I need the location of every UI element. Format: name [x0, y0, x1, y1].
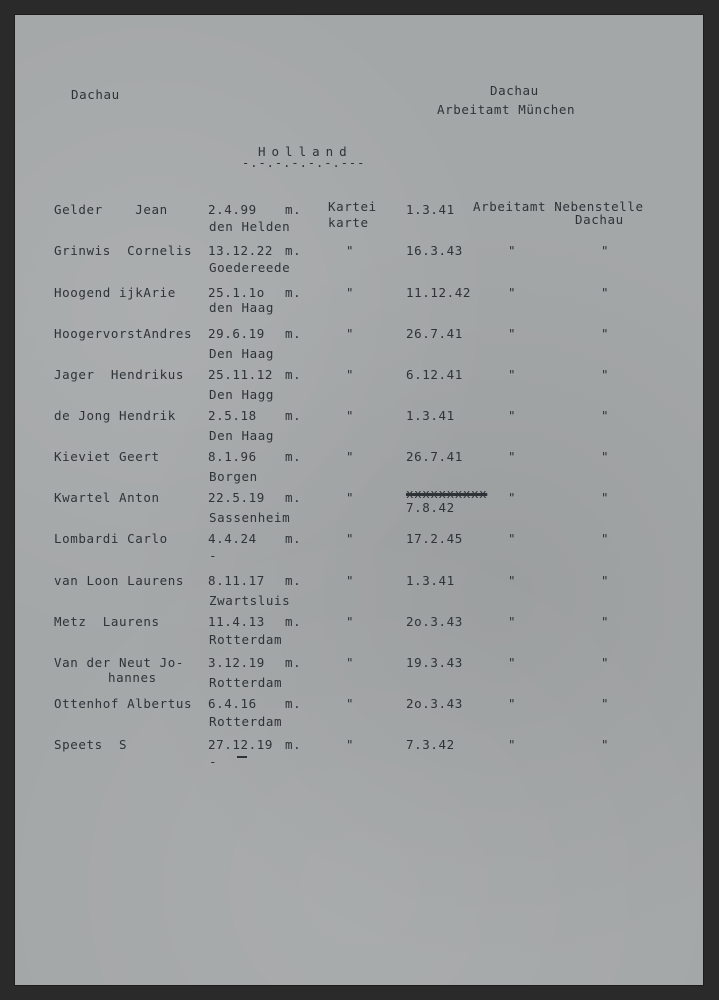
row-office2-ditto: " — [601, 696, 610, 711]
row-office-ditto: " — [508, 449, 517, 464]
row-office-ditto: " — [508, 531, 517, 546]
row-birth-date: 6.4.16 — [208, 696, 257, 711]
row-sex: m. — [285, 737, 302, 752]
row-name: Van der Neut Jo- — [54, 655, 185, 670]
row-office2-ditto: " — [601, 614, 610, 629]
row-sex: m. — [285, 696, 302, 711]
title-underline: -.-.-.-.-.-.--- — [242, 156, 366, 170]
row-name-continued: hannes — [108, 670, 157, 685]
row-birth-date: 27.12.19 — [208, 737, 274, 752]
row-birth-place: Den Hagg — [209, 387, 275, 402]
header-right-location: Dachau — [490, 83, 539, 98]
row-birth-place: den Haag — [209, 300, 275, 315]
row-date: 2o.3.43 — [406, 696, 463, 711]
row-date: 1.3.41 — [406, 408, 455, 423]
row-birth-place: Den Haag — [209, 428, 275, 443]
row-office2-ditto: " — [601, 285, 610, 300]
row-name: Grinwis Cornelis — [54, 243, 193, 258]
row-name: Lombardi Carlo — [54, 531, 168, 546]
row-date: 1.3.41 — [406, 573, 455, 588]
row-name: Kwartel Anton — [54, 490, 160, 505]
row-birth-place: Rotterdam — [209, 675, 283, 690]
row-kartei-ditto: " — [346, 696, 355, 711]
document-page — [14, 14, 704, 986]
row-office-ditto: " — [508, 408, 517, 423]
row-birth-place: Borgen — [209, 469, 258, 484]
row-sex: m. — [285, 573, 302, 588]
row-birth-date: 29.6.19 — [208, 326, 265, 341]
row-sex: m. — [285, 243, 302, 258]
row-birth-date: 25.1.1o — [208, 285, 265, 300]
row-birth-place: Den Haag — [209, 346, 275, 361]
column-header-karte: karte — [328, 215, 369, 230]
row-birth-date: 11.4.13 — [208, 614, 265, 629]
row-sex: m. — [285, 490, 302, 505]
row-office2-ditto: " — [601, 326, 610, 341]
row-birth-place: - — [209, 754, 218, 769]
row-name: van Loon Laurens — [54, 573, 185, 588]
row-birth-place: Zwartsluis — [209, 593, 291, 608]
row-kartei-ditto: " — [346, 367, 355, 382]
row-kartei-ditto: " — [346, 449, 355, 464]
row-office-ditto: " — [508, 326, 517, 341]
row-kartei-ditto: " — [346, 531, 355, 546]
column-header-office-place: Dachau — [575, 212, 624, 227]
row-sex: m. — [285, 531, 302, 546]
row-name: Hoogend ijkArie — [54, 285, 176, 300]
row-name: de Jong Hendrik — [54, 408, 176, 423]
row-birth-date: 25.11.12 — [208, 367, 274, 382]
row-sex: m. — [285, 367, 302, 382]
row-birth-date: 13.12.22 — [208, 243, 274, 258]
row-date: 11.12.42 — [406, 285, 472, 300]
row-office-ditto: " — [508, 614, 517, 629]
row-date: 7.8.42 — [406, 500, 455, 515]
row-birth-date: 8.11.17 — [208, 573, 265, 588]
row-office2-ditto: " — [601, 243, 610, 258]
row-name: Ottenhof Albertus — [54, 696, 193, 711]
row-sex: m. — [285, 408, 302, 423]
row-date: 19.3.43 — [406, 655, 463, 670]
row-date: 2o.3.43 — [406, 614, 463, 629]
row-office2-ditto: " — [601, 573, 610, 588]
row-birth-place: Goedereede — [209, 260, 291, 275]
row-name: HoogervorstAndres — [54, 326, 193, 341]
row-kartei-ditto: " — [346, 573, 355, 588]
row-kartei-ditto: " — [346, 408, 355, 423]
row-office2-ditto: " — [601, 408, 610, 423]
row-sex: m. — [285, 449, 302, 464]
row-kartei-ditto: " — [346, 655, 355, 670]
row-birth-date: 4.4.24 — [208, 531, 257, 546]
row-birth-place: - — [209, 548, 218, 563]
row-sex: m. — [285, 326, 302, 341]
row-name: Metz Laurens — [54, 614, 160, 629]
row-birth-date: 2.4.99 — [208, 202, 257, 217]
row-office-ditto: " — [508, 696, 517, 711]
row-office-ditto: " — [508, 490, 517, 505]
row-birth-place: Rotterdam — [209, 714, 283, 729]
row-office-ditto: " — [508, 243, 517, 258]
row-name: Speets S — [54, 737, 128, 752]
row-office2-ditto: " — [601, 737, 610, 752]
row-kartei-ditto: " — [346, 285, 355, 300]
row-sex: m. — [285, 285, 302, 300]
row-sex: m. — [285, 614, 302, 629]
row-name: Gelder Jean — [54, 202, 168, 217]
row-birth-date: 22.5.19 — [208, 490, 265, 505]
row-date: 6.12.41 — [406, 367, 463, 382]
column-header-office: Arbeitamt Nebenstelle — [473, 199, 644, 214]
row-office2-ditto: " — [601, 531, 610, 546]
row-date: 16.3.43 — [406, 243, 463, 258]
row-struck-date: xxxxxxxxxx — [406, 486, 488, 501]
row-office2-ditto: " — [601, 490, 610, 505]
row-date: 1.3.41 — [406, 202, 455, 217]
row-office2-ditto: " — [601, 655, 610, 670]
row-birth-date: 3.12.19 — [208, 655, 265, 670]
row-date: 26.7.41 — [406, 449, 463, 464]
row-office-ditto: " — [508, 285, 517, 300]
header-right-office: Arbeitamt München — [437, 102, 576, 117]
typed-dash-mark — [237, 756, 247, 758]
row-birth-place: Rotterdam — [209, 632, 283, 647]
row-sex: m. — [285, 202, 302, 217]
row-sex: m. — [285, 655, 302, 670]
row-birth-place: Sassenheim — [209, 510, 291, 525]
row-kartei-ditto: " — [346, 243, 355, 258]
row-date: 26.7.41 — [406, 326, 463, 341]
row-office2-ditto: " — [601, 449, 610, 464]
row-name: Kieviet Geert — [54, 449, 160, 464]
row-date: 17.2.45 — [406, 531, 463, 546]
row-date: 7.3.42 — [406, 737, 455, 752]
row-birth-date: 2.5.18 — [208, 408, 257, 423]
row-office-ditto: " — [508, 367, 517, 382]
row-office2-ditto: " — [601, 367, 610, 382]
row-office-ditto: " — [508, 737, 517, 752]
page-title: Holland — [258, 144, 353, 159]
row-kartei-ditto: " — [346, 737, 355, 752]
row-name: Jager Hendrikus — [54, 367, 185, 382]
row-birth-place: den Helden — [209, 219, 291, 234]
header-left-location: Dachau — [71, 87, 120, 102]
column-header-kartei: Kartei — [328, 199, 377, 214]
row-office-ditto: " — [508, 573, 517, 588]
row-birth-date: 8.1.96 — [208, 449, 257, 464]
row-kartei-ditto: " — [346, 326, 355, 341]
row-kartei-ditto: " — [346, 490, 355, 505]
row-office-ditto: " — [508, 655, 517, 670]
row-kartei-ditto: " — [346, 614, 355, 629]
